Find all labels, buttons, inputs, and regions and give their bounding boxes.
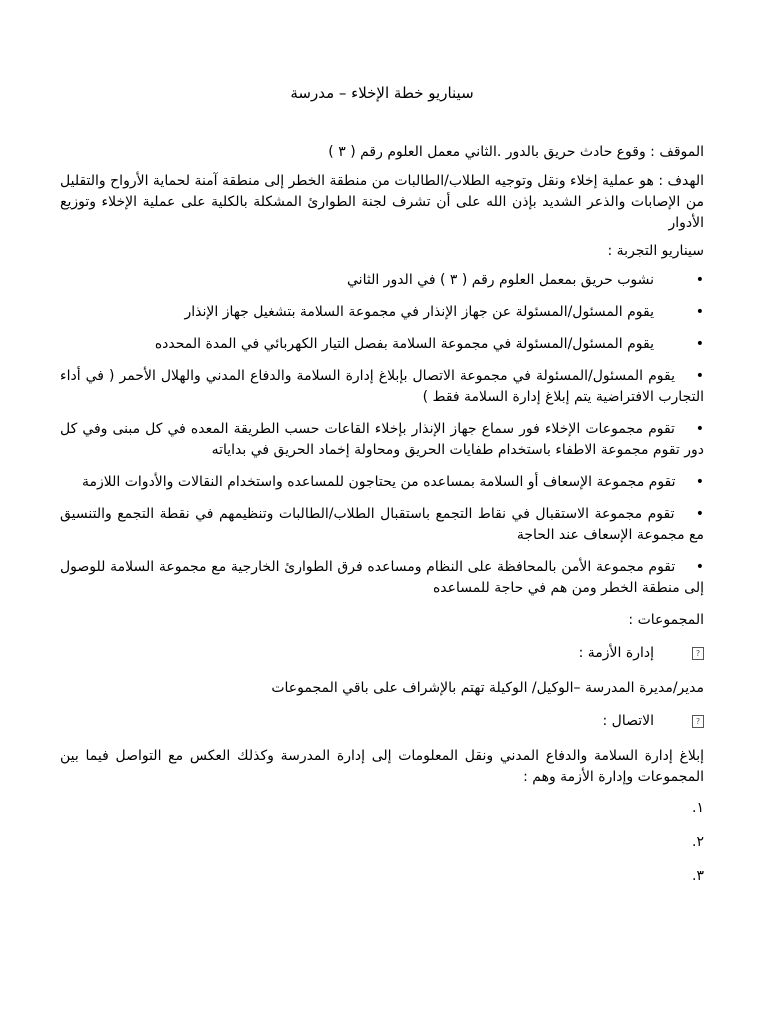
bullet-icon: •	[695, 336, 704, 352]
page-title: سيناريو خطة الإخلاء – مدرسة	[290, 84, 474, 102]
goal-paragraph: الهدف : هو عملية إخلاء ونقل وتوجيه الطلاب/الطالبات من منطقة الخطر إلى منطقة آمنة لحماية الأرواح والتقليل من الإصابات والذعر الشديد بإذن الله على أن تشرف لجنة الطوارئ المشكلة بالكلية على عملية الإخلاء وتوزيع الأدوار	[60, 173, 704, 231]
scenario-heading: سيناريو التجربة :	[607, 243, 704, 259]
bullet-icon: •	[695, 559, 705, 575]
list-item	[60, 419, 704, 461]
bullet-icon: •	[695, 304, 704, 320]
list-item	[60, 557, 704, 599]
bullet-icon: •	[695, 474, 704, 490]
comm-heading-text: الاتصال :	[602, 713, 654, 729]
communication-paragraph: إبلاغ إدارة السلامة والدفاع المدني ونقل المعلومات إلى إدارة المدرسة وكذلك العكس مع التواصل فيما بين المجموعات وإدارة الأزمة وهم :	[60, 748, 704, 785]
checkbox-glyph-icon: ?	[692, 647, 704, 660]
step-text: تقوم مجموعة الإسعاف أو السلامة بمساعده من يحتاجون للمساعده واستخدام النقالات والأدوات اللازمة	[82, 474, 676, 490]
step-text: نشوب حريق بمعمل العلوم رقم ( ٣ ) في الدور الثاني	[347, 272, 654, 288]
step-text: تقوم مجموعة الاستقبال في نقاط التجمع باستقبال الطلاب/الطالبات وتنظيمهم في نقطة التجمع والتنسيق مع مجموعة الإسعاف عند الحاجة	[60, 506, 704, 543]
step-text: تقوم مجموعات الإخلاء فور سماع جهاز الإنذار بإخلاء القاعات حسب الطريقة المعده في كل مبنى وفي كل دور تقوم مجموعة الاطفاء باستخدام طفايات الحريق ومحاولة إخماد الحريق في بداياته	[60, 421, 704, 458]
list-item	[60, 366, 704, 408]
step-text: تقوم مجموعة الأمن بالمحافظة على النظام ومساعده فرق الطوارئ الخارجية مع مجموعة السلامة للوصول إلى منطقة الخطر ومن هم في حاجة للمساعده	[60, 559, 704, 596]
numbered-item-1: ١.	[692, 800, 704, 816]
list-item	[60, 334, 704, 355]
list-item	[60, 504, 704, 546]
bullet-icon: •	[695, 368, 704, 384]
step-text: يقوم المسئول/المسئولة في مجموعة الاتصال بإبلاغ إدارة السلامة والدفاع المدني والهلال الأحمر ( في أداء التجارب الافتراضية يتم إبلاغ إدارة السلامة فقط )	[60, 368, 704, 405]
situation-paragraph: الموقف : وقوع حادث حريق بالدور .الثاني معمل العلوم رقم ( ٣ )	[328, 144, 704, 160]
step-text: يقوم المسئول/المسئولة عن جهاز الإنذار في مجموعة السلامة بتشغيل جهاز الإنذار	[184, 304, 654, 320]
numbered-item-2: ٢.	[692, 834, 704, 850]
crisis-paragraph: مدير/مديرة المدرسة –الوكيل/ الوكيلة تهتم بالإشراف على باقي المجموعات	[271, 680, 704, 696]
crisis-heading-text: إدارة الأزمة :	[578, 645, 654, 661]
list-item	[60, 270, 704, 291]
checkbox-glyph-icon: ?	[692, 715, 704, 728]
groups-heading: المجموعات :	[628, 612, 704, 628]
scenario-steps-list	[60, 270, 704, 599]
list-item	[60, 472, 704, 493]
crisis-management-heading	[60, 643, 704, 664]
bullet-icon: •	[695, 506, 705, 522]
communication-heading	[60, 711, 704, 732]
numbered-item-3: ٣.	[692, 868, 704, 884]
step-text: يقوم المسئول/المسئولة في مجموعة السلامة بفصل التيار الكهربائي في المدة المحدده	[154, 336, 654, 352]
list-item	[60, 302, 704, 323]
bullet-icon: •	[695, 272, 704, 288]
bullet-icon: •	[695, 421, 705, 437]
